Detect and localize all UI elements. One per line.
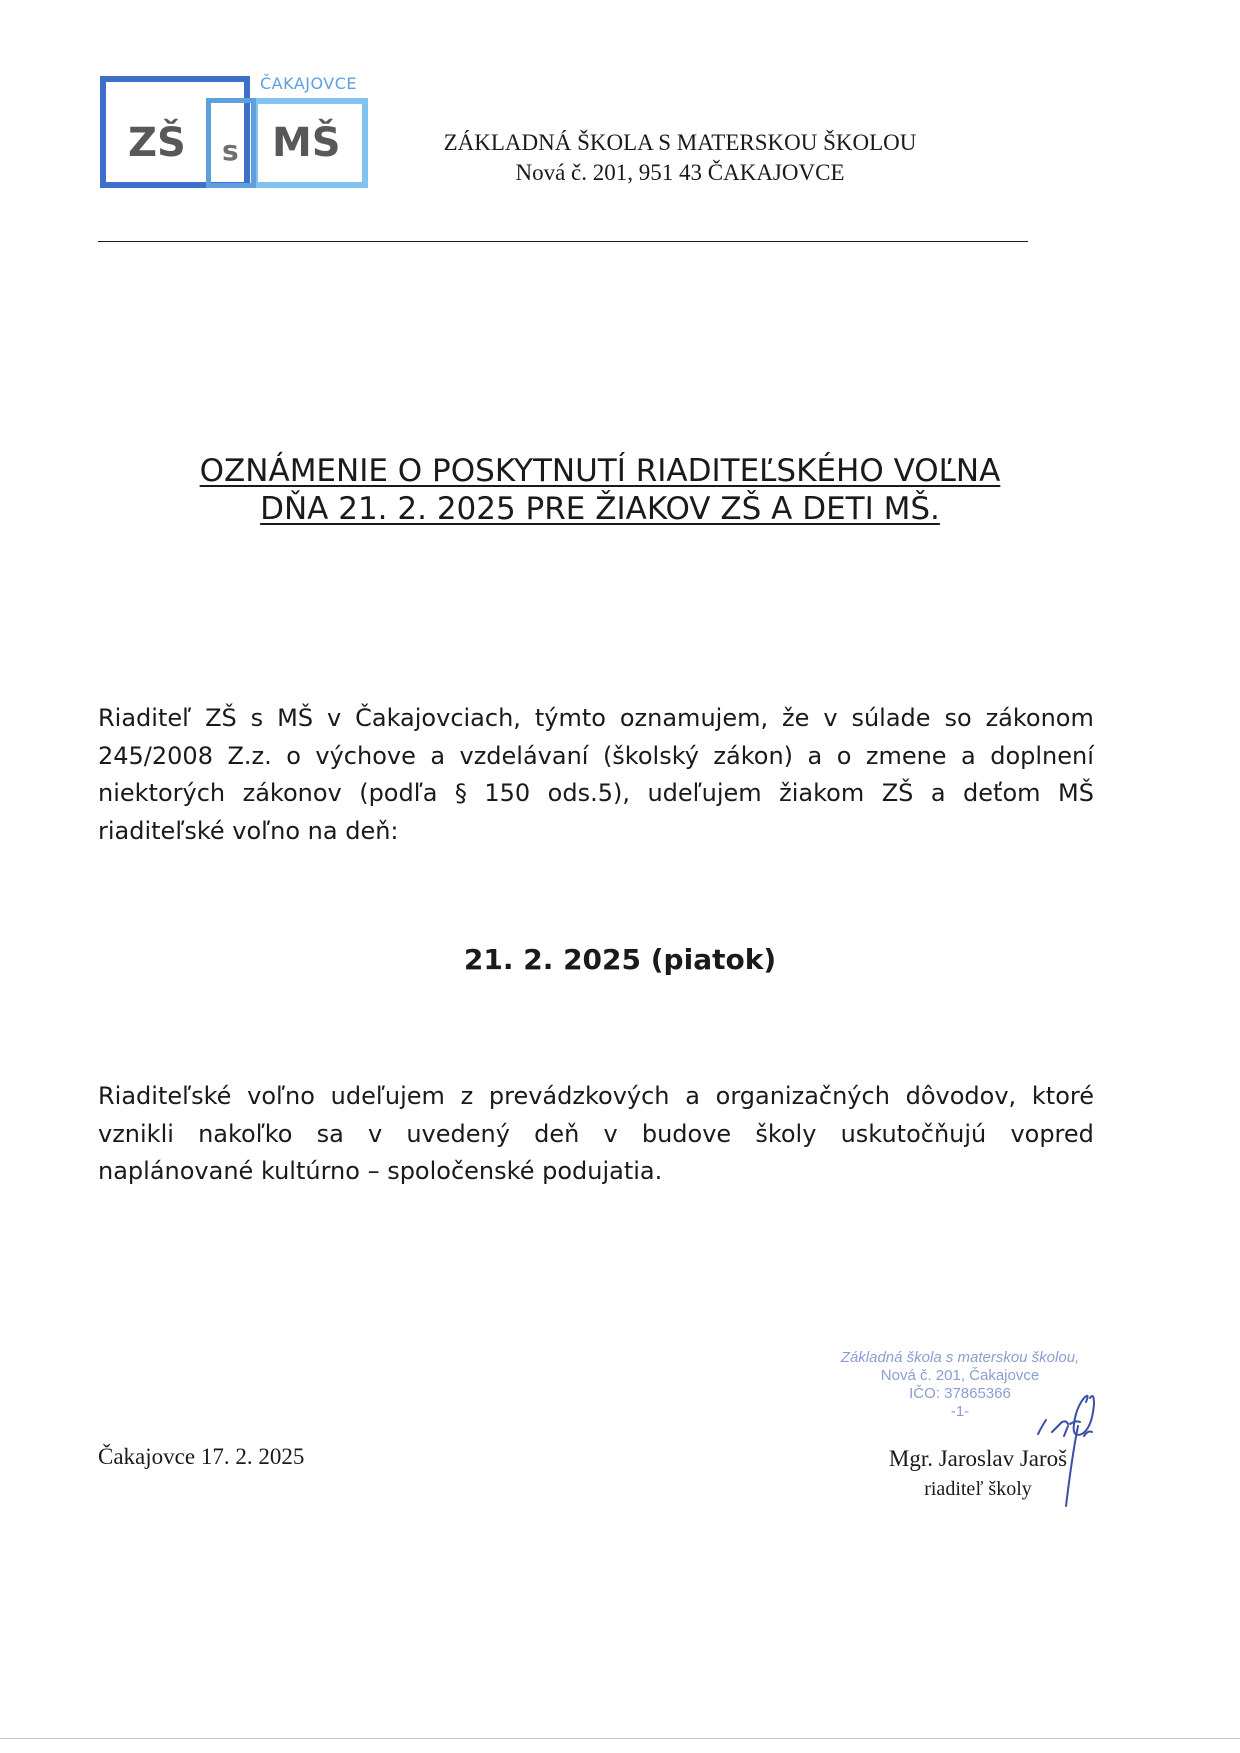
reason-paragraph	[98, 1078, 1094, 1191]
announcement-title	[100, 452, 1100, 528]
title-line-2: DŇA 21. 2. 2025 PRE ŽIAKOV ZŠ A DETI MŠ.	[260, 491, 940, 527]
header-divider	[98, 241, 1028, 242]
title-line-1: OZNÁMENIE O POSKYTNUTÍ RIADITEĽSKÉHO VOĽNA	[199, 453, 1001, 489]
letterhead	[420, 128, 940, 188]
paragraph-line: vznikli nakoľko sa v uvedený deň v budove školy uskutočňujú vopred	[98, 1119, 1094, 1148]
paragraph-line: 245/2008 Z.z. o výchove a vzdelávaní (školský zákon) a o zmene a doplnení	[98, 741, 1094, 770]
stamp-line-1: Základná škola s materskou školou,	[840, 1349, 1080, 1366]
paragraph-line: Riaditeľské voľno udeľujem z prevádzkových a organizačných dôvodov, ktoré	[98, 1082, 1094, 1110]
scan-edge-line	[0, 1738, 1240, 1739]
signer-name: Mgr. Jaroslav Jaroš	[888, 1446, 1068, 1471]
place-and-date: Čakajovce 17. 2. 2025	[98, 1444, 305, 1469]
school-logo	[100, 74, 368, 192]
logo-city: ČAKAJOVCE	[260, 74, 358, 93]
stamp-line-4: -1-	[950, 1403, 970, 1420]
stamp-line-3: IČO: 37865366	[909, 1385, 1011, 1402]
logo-zs: ZŠ	[128, 120, 186, 166]
holiday-date: 21. 2. 2025 (piatok)	[463, 943, 777, 976]
school-address: Nová č. 201, 951 43 ČAKAJOVCE	[515, 160, 845, 185]
paragraph-line: niektorých zákonov (podľa § 150 ods.5), udeľujem žiakom ZŠ a deťom MŠ	[98, 779, 1094, 807]
signer-role: riaditeľ školy	[924, 1478, 1032, 1500]
logo-s: s	[222, 134, 239, 167]
announcement-paragraph	[98, 700, 1094, 850]
signer-block	[868, 1444, 1088, 1504]
stamp-line-2: Nová č. 201, Čakajovce	[880, 1367, 1040, 1384]
paragraph-line: Riaditeľ ZŠ s MŠ v Čakajovciach, týmto oznamujem, že v súlade so zákonom	[98, 704, 1094, 732]
paragraph-line: riaditeľské voľno na deň:	[98, 816, 399, 845]
school-name: ZÁKLADNÁ ŠKOLA S MATERSKOU ŠKOLOU	[443, 130, 917, 155]
paragraph-line: naplánované kultúrno – spoločenské podujatia.	[98, 1157, 663, 1185]
logo-ms: MŠ	[272, 120, 341, 166]
